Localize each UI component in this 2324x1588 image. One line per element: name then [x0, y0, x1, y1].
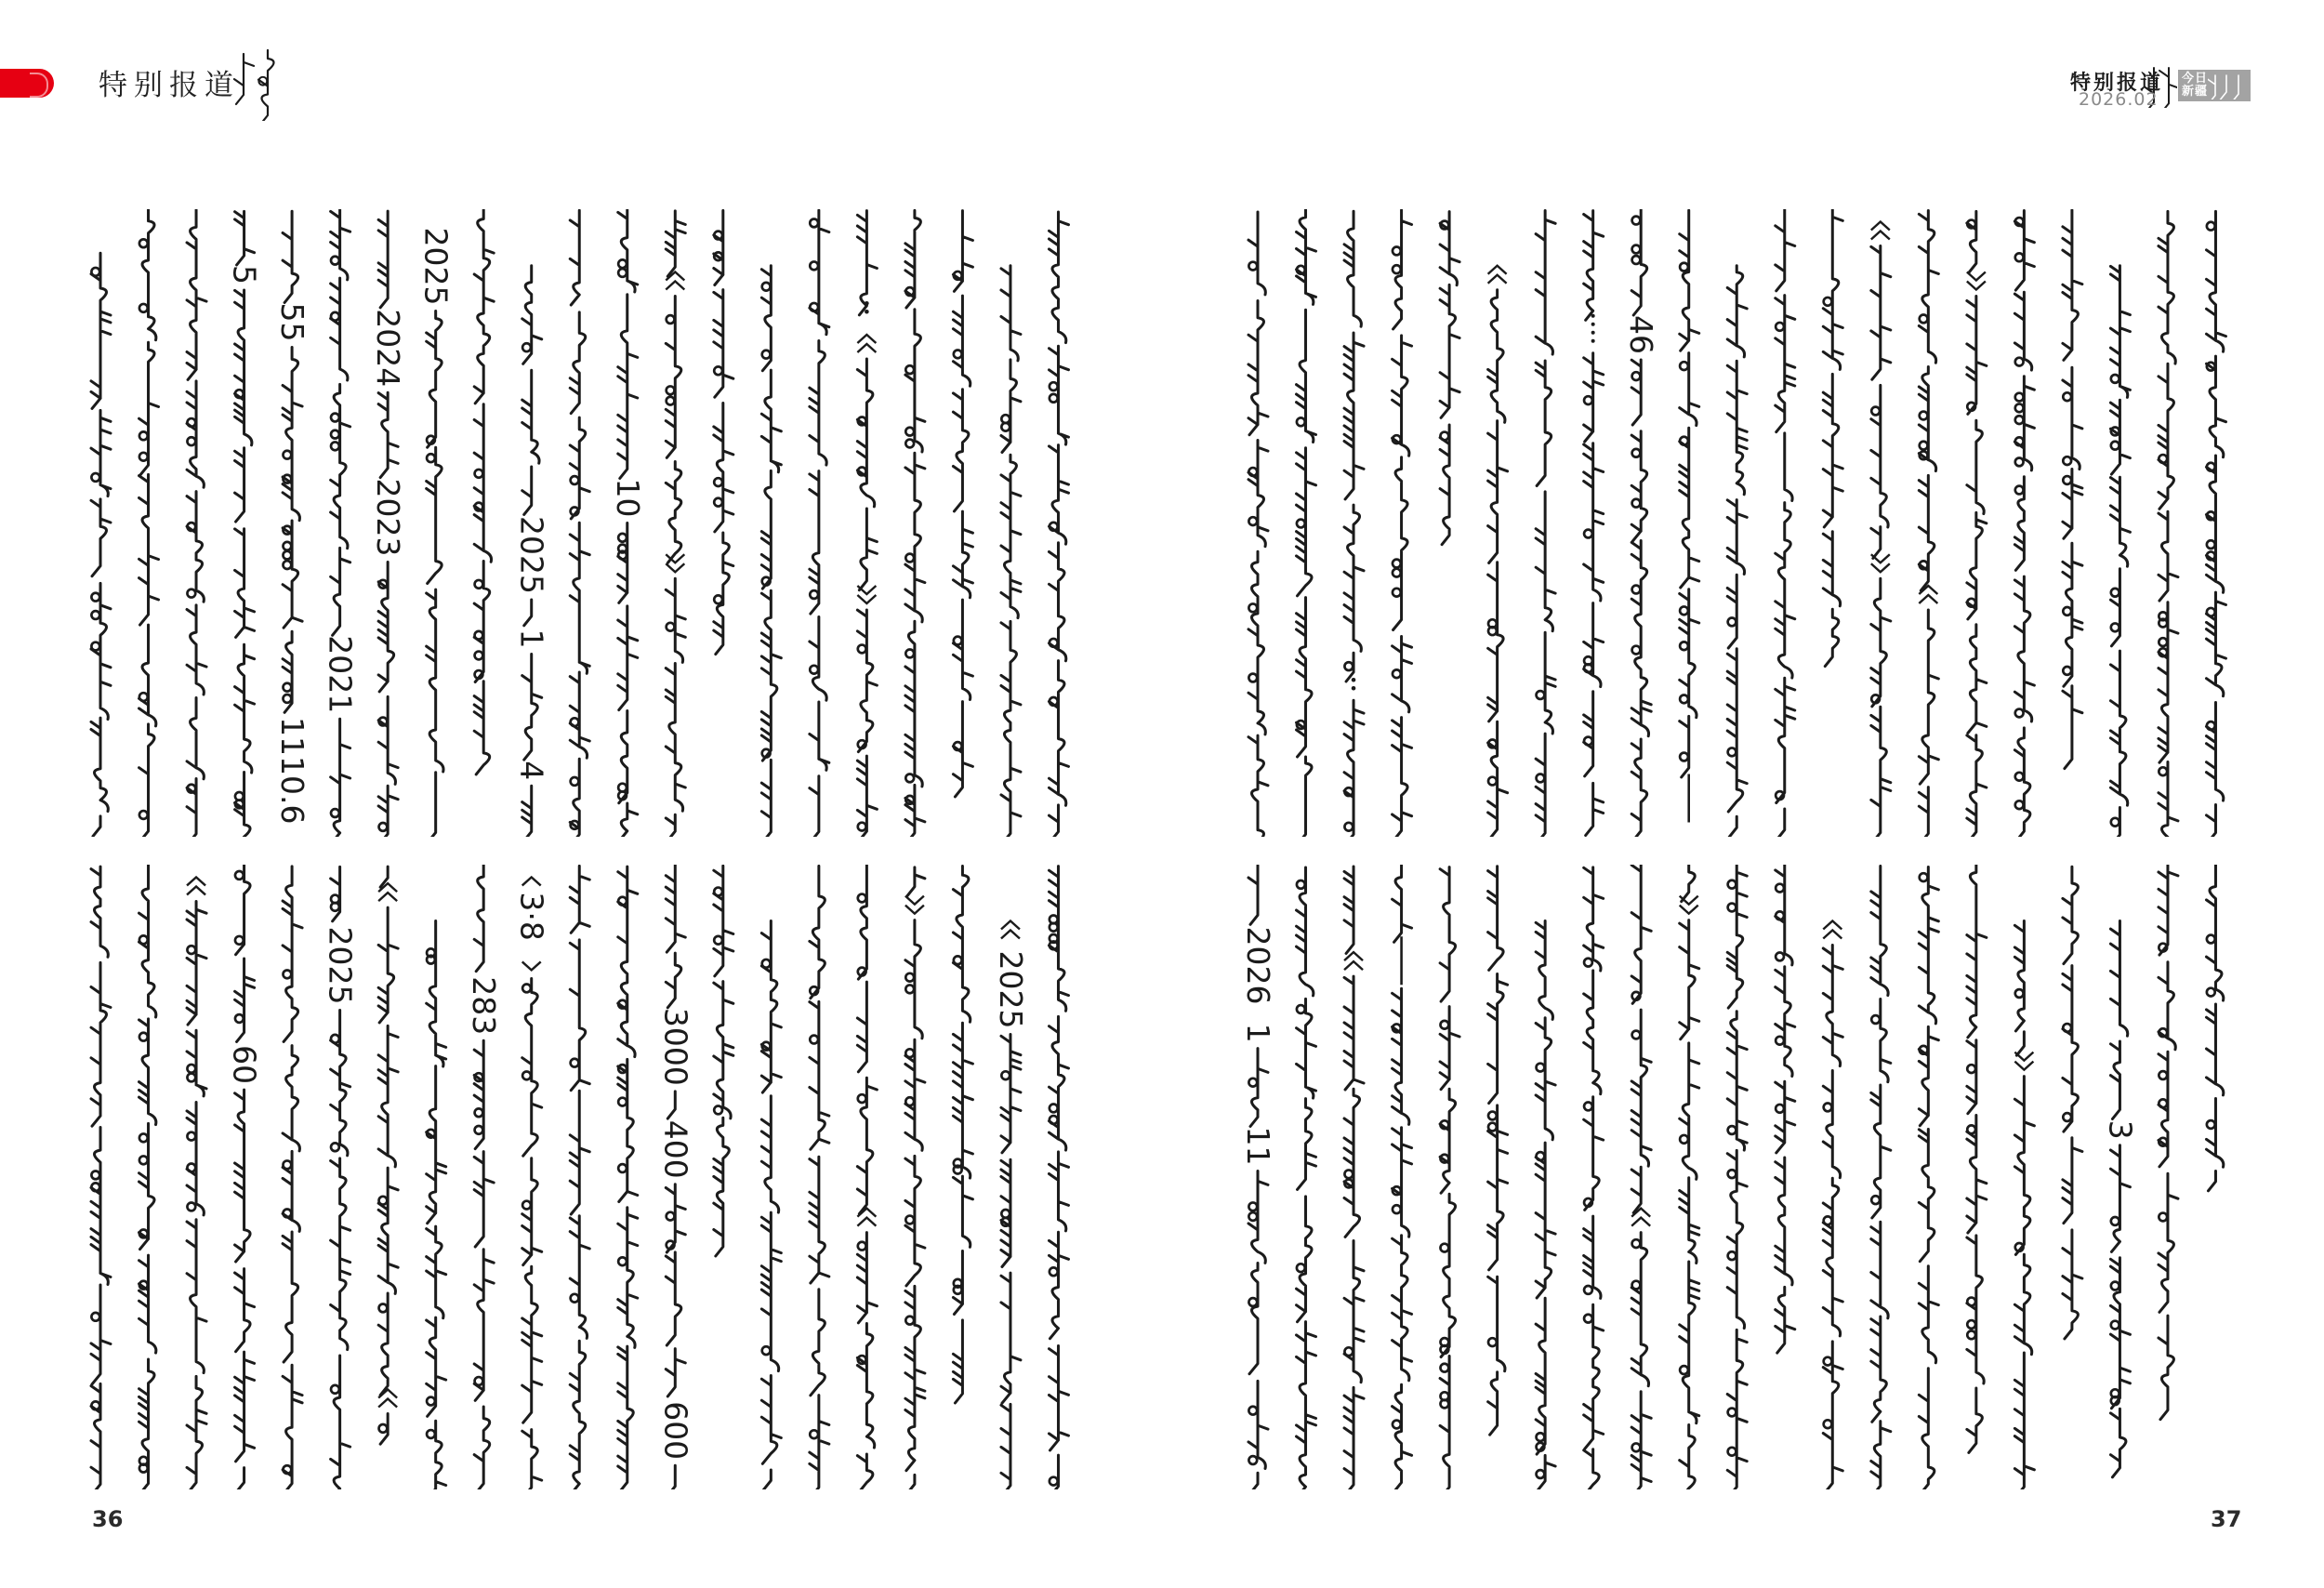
mongolian-text-line: [2102, 920, 2138, 1476]
embedded-numeral: 1110.6: [274, 717, 311, 825]
mongolian-text-line: [139, 209, 159, 837]
mongolian-text-line: [1393, 210, 1412, 837]
mongolian-text-line: [2014, 920, 2034, 1489]
mongolian-text-line: [570, 210, 589, 837]
mongolian-text-line: [1631, 865, 1651, 1489]
issue-date: 2026.02: [2079, 89, 2159, 110]
mongolian-text-line: [514, 877, 550, 1489]
mongolian-logo-glyphs: [2208, 72, 2245, 99]
page-number-right: 37: [2211, 1506, 2242, 1532]
mongolian-text-band-p36-upper: [82, 209, 1088, 837]
mongolian-text-line: [370, 211, 406, 837]
mongolian-text-line: [1584, 211, 1604, 836]
mongolian-text-line: [1967, 865, 1987, 1452]
embedded-numeral: 60: [226, 1045, 263, 1085]
mongolian-text-line: [1240, 866, 1276, 1489]
mongolian-text-line: [2063, 867, 2082, 1339]
mongolian-text-line: [2014, 210, 2034, 837]
mongolian-text-line: [1584, 867, 1604, 1489]
mongolian-text-line: [1049, 212, 1068, 837]
embedded-numeral: 1: [1240, 1023, 1276, 1043]
mongolian-text-line: [1727, 866, 1747, 1489]
mongolian-text-line: [905, 867, 925, 1489]
mongolian-text-line: [139, 865, 156, 1489]
mongolian-text-line: [953, 866, 972, 1403]
mongolian-text-line: [466, 865, 502, 1489]
embedded-numeral: 3000: [657, 1007, 694, 1086]
mongolian-text-line: [1623, 209, 1659, 837]
mongolian-text-line: [1393, 866, 1412, 1489]
embedded-numeral: 2023: [370, 478, 407, 557]
mongolian-text-line: [474, 210, 494, 774]
embedded-numeral: 1: [513, 629, 550, 649]
mongolian-text-line: [1344, 211, 1364, 837]
mongolian-text-line: [905, 210, 925, 837]
embedded-numeral: 10: [609, 478, 646, 518]
mongolian-text-line: [1440, 867, 1459, 1489]
mongolian-text-line: [761, 266, 781, 837]
mongolian-text-line: [2159, 211, 2178, 837]
mongolian-text-line: [1727, 266, 1747, 837]
embedded-numeral: 2021: [322, 635, 359, 714]
mongolian-text-line: [283, 867, 302, 1489]
mongolian-text-line: [514, 266, 550, 837]
mongolian-text-line: [1488, 266, 1508, 837]
mongolian-text-line: [1823, 920, 1842, 1489]
mongolian-text-line: [953, 211, 972, 797]
embedded-numeral: 2025: [992, 950, 1029, 1029]
mongolian-text-line: [1871, 866, 1891, 1489]
mongolian-text-band-p37-upper: [1239, 209, 2245, 837]
mongolian-text-line: [2110, 266, 2130, 837]
section-title-left: 特别报道: [99, 69, 240, 102]
mongolian-text-line: [418, 228, 455, 838]
embedded-numeral: 3: [2102, 1119, 2139, 1140]
embedded-numeral: 46: [1623, 315, 1660, 354]
mongolian-text-line: [1919, 867, 1938, 1489]
embedded-numeral: 3·8: [513, 892, 550, 941]
mongolian-text-line: [91, 867, 111, 1489]
mongolian-text-line: [323, 210, 359, 837]
mongolian-text-line: [1776, 210, 1795, 837]
mongolian-text-line: [810, 866, 829, 1489]
mongolian-text-line: [1919, 211, 1938, 837]
mongolian-text-line: [2206, 211, 2225, 837]
mongolian-text-line: [187, 210, 206, 837]
embedded-numeral: 2025: [417, 227, 455, 306]
mongolian-text-line: [227, 211, 263, 837]
mongolian-text-line: [1248, 212, 1268, 837]
mongolian-text-line: [427, 920, 446, 1489]
mongolian-text-line: [714, 210, 733, 654]
embedded-numeral: 600: [657, 1401, 694, 1461]
mongolian-text-line: [323, 867, 359, 1489]
mongolian-text-line: [1967, 211, 1987, 837]
red-accent-tab: [0, 69, 54, 98]
mongolian-text-line: [1049, 867, 1068, 1489]
mongolian-text-line: [618, 867, 638, 1489]
embedded-numeral: 283: [466, 976, 503, 1036]
embedded-numeral: 11: [1240, 1126, 1276, 1166]
embedded-numeral: 5: [226, 265, 263, 285]
mongolian-text-line: [761, 920, 781, 1489]
mongolian-text-line: [2063, 210, 2082, 769]
mongolian-text-line: [378, 867, 398, 1444]
mongolian-text-line: [1344, 867, 1364, 1489]
magazine-logo-cn-text: 今日 新疆: [2182, 71, 2209, 99]
mongolian-text-line: [610, 210, 646, 837]
embedded-numeral: 2026: [1240, 926, 1276, 1005]
mongolian-text-line: [657, 865, 693, 1489]
mongolian-text-line: [1680, 210, 1699, 822]
mongolian-text-line: [1440, 212, 1459, 545]
embedded-numeral: 4: [513, 761, 550, 781]
mongolian-text-line: [1488, 867, 1508, 1435]
mongolian-text-line: [1297, 210, 1316, 837]
red-tab-arc-decoration: [30, 73, 48, 98]
mongolian-text-line: [274, 211, 310, 824]
mongolian-text-line: [227, 865, 263, 1489]
embedded-numeral: 2025: [513, 516, 550, 594]
mongolian-text-line: [666, 211, 685, 837]
embedded-numeral: 400: [657, 1119, 694, 1179]
mongolian-text-line: [187, 877, 206, 1489]
mongolian-text-line: [1536, 211, 1555, 837]
mongolian-text-line: [1823, 210, 1842, 667]
mongolian-text-line: [1871, 222, 1891, 838]
mongolian-text-line: [91, 253, 111, 836]
mongolian-text-line: [1536, 920, 1555, 1489]
magazine-logo: [2178, 70, 2251, 101]
mongolian-text-line: [570, 866, 589, 1489]
mongolian-text-line: [857, 211, 877, 837]
embedded-numeral: 2025: [322, 926, 359, 1005]
mongolian-text-line: [993, 920, 1029, 1489]
mongolian-text-band-p37-lower: [1239, 865, 2245, 1489]
mongolian-section-title-glyphs-left: [229, 46, 286, 121]
section-title-right: 特别报道: [2070, 72, 2164, 95]
mongolian-text-band-p36-lower: [82, 865, 1088, 1489]
embedded-numeral: 55: [274, 302, 311, 342]
page-number-left: 36: [92, 1506, 124, 1532]
mongolian-text-line: [714, 866, 733, 1256]
mongolian-text-line: [1001, 266, 1021, 837]
mongolian-text-line: [2159, 866, 2178, 1420]
mongolian-text-line: [1297, 867, 1316, 1489]
mongolian-text-line: [2206, 865, 2223, 1190]
mongolian-text-line: [810, 210, 829, 837]
mongolian-text-line: [857, 865, 877, 1489]
embedded-numeral: 2024: [370, 309, 407, 388]
mongolian-text-line: [1680, 866, 1699, 1489]
mongolian-text-line: [1776, 865, 1795, 1353]
